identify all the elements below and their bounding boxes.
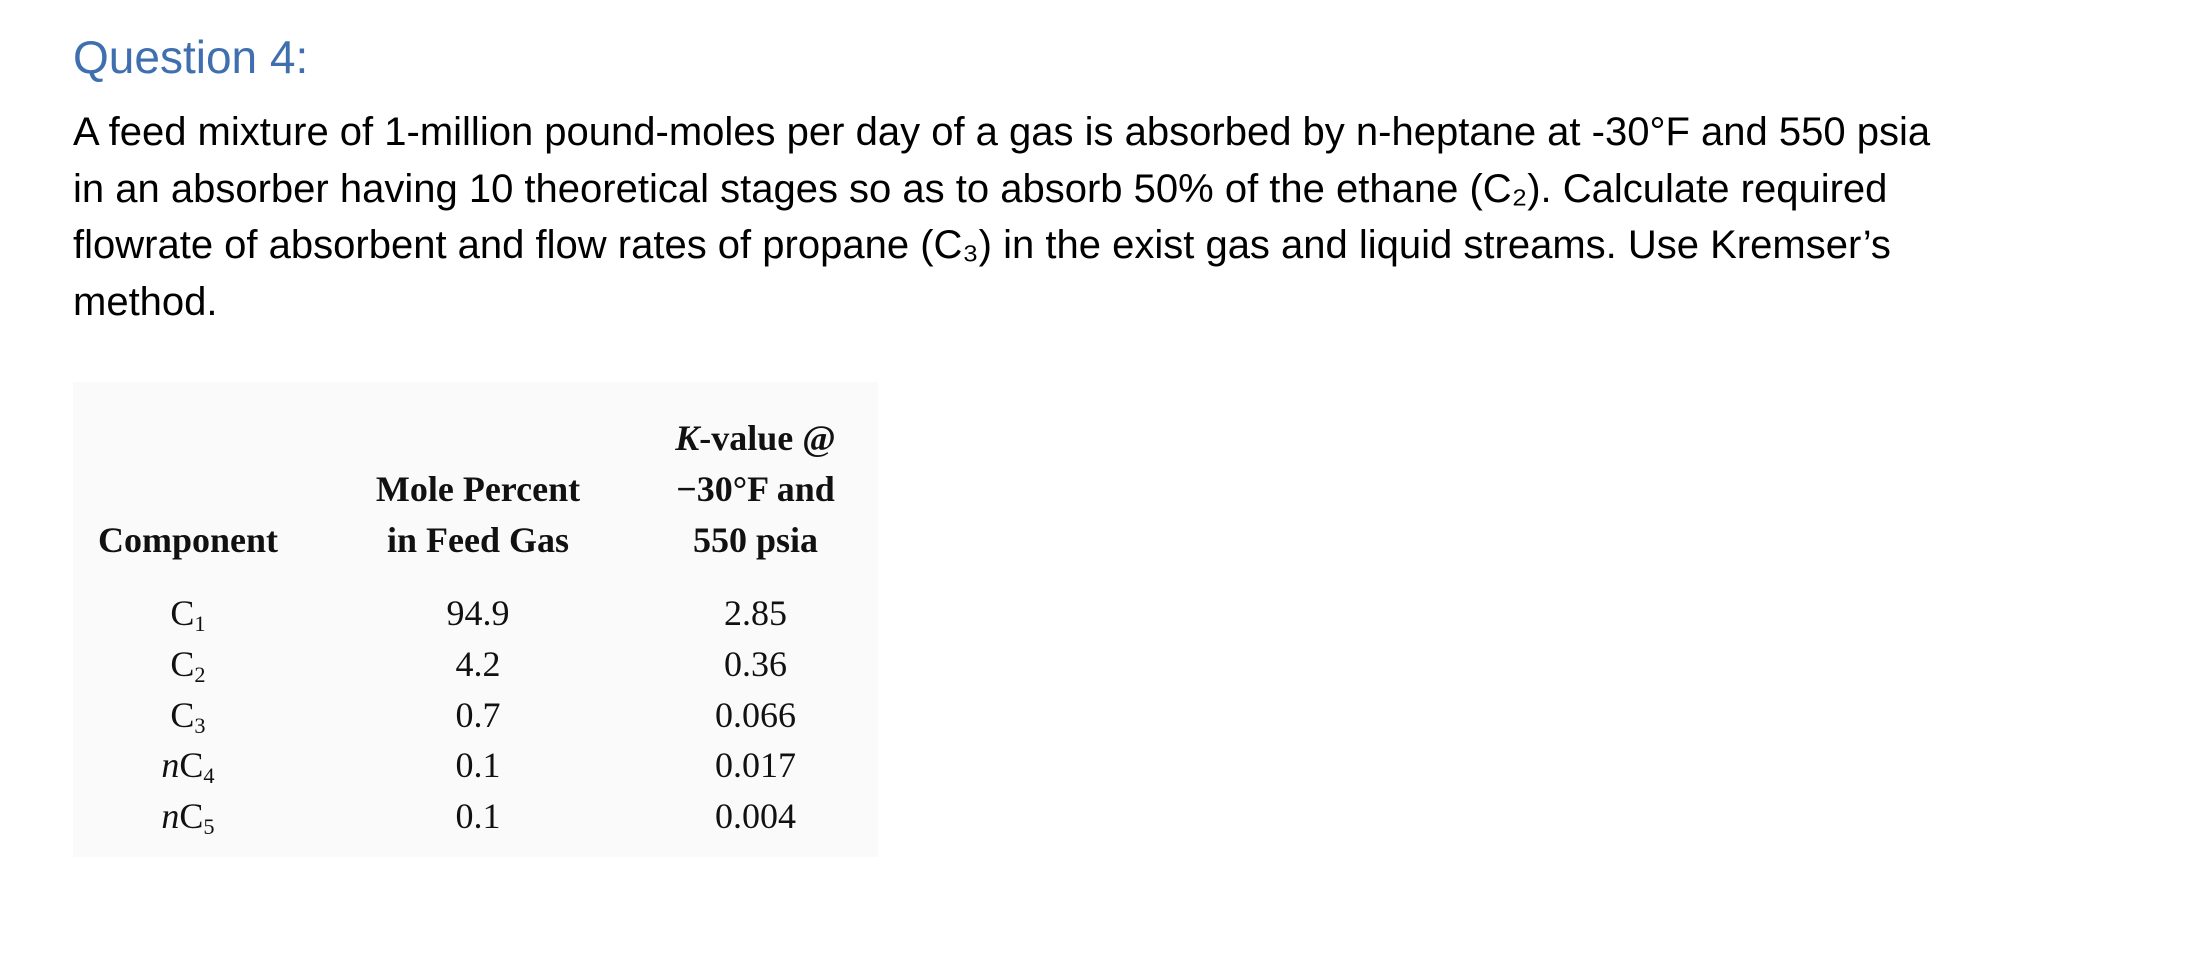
question-text [73, 104, 2153, 330]
component-base: C [170, 644, 195, 684]
header-k-italic: K [675, 418, 700, 458]
cell-k-value: 0.066 [715, 695, 796, 735]
component-subscript: 1 [194, 611, 206, 637]
component-base: C [179, 796, 204, 836]
cell-k-value: 0.004 [715, 796, 796, 836]
cell-mole-percent: 0.7 [455, 695, 501, 735]
cell-k-value: 0.017 [715, 745, 796, 785]
header-mole-percent-line2: in Feed Gas [386, 520, 569, 560]
component-base: C [170, 695, 195, 735]
cell-component [93, 690, 283, 741]
cell-component [93, 588, 283, 639]
question-heading: Question 4: [73, 31, 309, 83]
component-subscript: 4 [203, 763, 215, 789]
question-line-1: A feed mixture of 1-million pound-moles per day of a gas is absorbed by n-heptane at -30°F and 550 psia [73, 110, 1931, 154]
cell-mole-percent: 0.1 [455, 745, 501, 785]
header-mole-percent-line1: Mole Percent [375, 469, 581, 509]
header-component: Component [97, 520, 279, 560]
header-k-value-text: -value @ [699, 418, 836, 458]
question-line-4: method. [73, 279, 218, 324]
cell-component [93, 639, 283, 690]
header-k-value-line2: −30°F and [676, 469, 835, 509]
component-subscript: 3 [194, 713, 206, 739]
component-prefix: n [161, 796, 180, 836]
cell-mole-percent: 0.1 [455, 796, 501, 836]
cell-k-value: 2.85 [724, 593, 787, 633]
component-base: C [170, 593, 195, 633]
cell-mole-percent: 94.9 [446, 593, 510, 633]
component-subscript: 5 [203, 814, 215, 840]
header-k-value-line3: 550 psia [692, 520, 819, 560]
data-table [73, 382, 878, 857]
component-subscript: 2 [194, 662, 206, 688]
question-line-2: in an absorber having 10 theoretical stages so as to absorb 50% of the ethane (C₂). Calculate required [73, 166, 1888, 211]
cell-k-value: 0.36 [724, 644, 787, 684]
cell-component [93, 791, 283, 842]
cell-component [93, 740, 283, 791]
question-line-3: flowrate of absorbent and flow rates of propane (C₃) in the exist gas and liquid streams. Use Kremser’s [73, 223, 1891, 267]
component-base: C [179, 745, 204, 785]
header-k-value-line1 [648, 413, 863, 464]
cell-mole-percent: 4.2 [455, 644, 501, 684]
component-prefix: n [161, 745, 180, 785]
